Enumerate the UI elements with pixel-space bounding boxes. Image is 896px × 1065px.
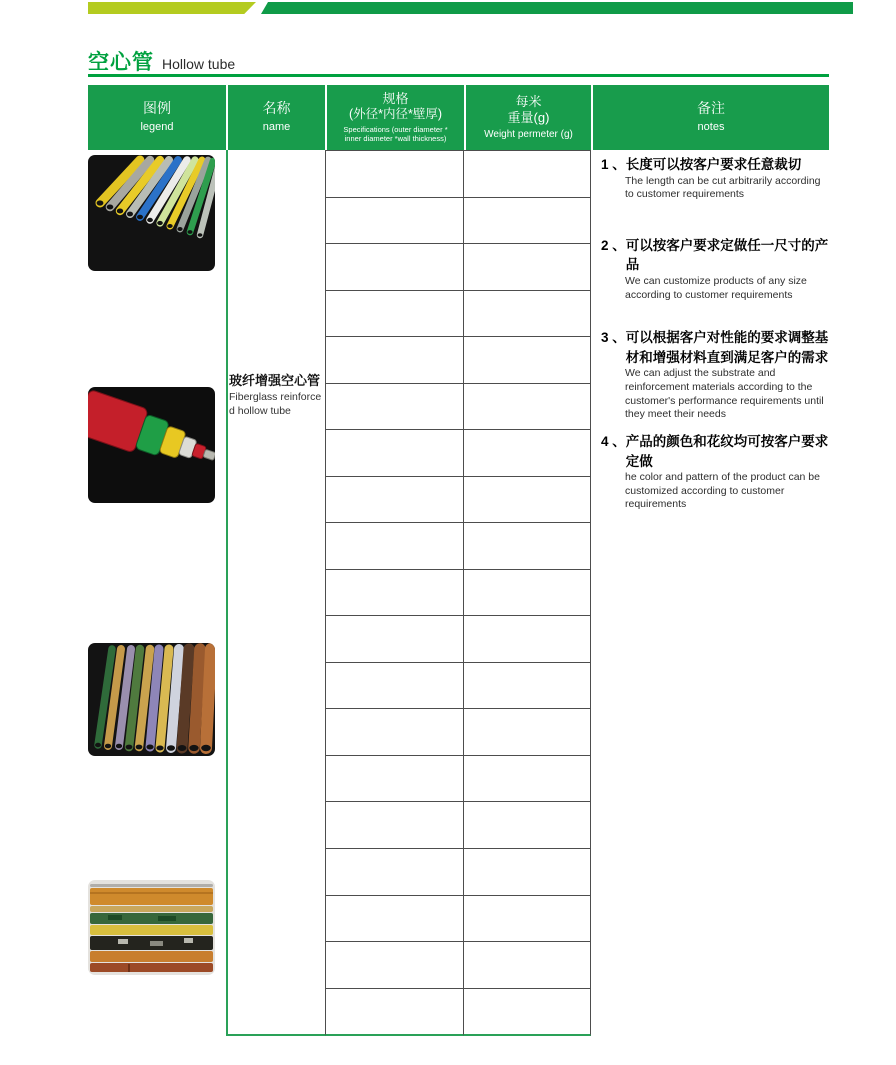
- spec-cell: [326, 570, 463, 617]
- weight-cell: [464, 384, 590, 431]
- note-number: 3 、: [601, 330, 626, 346]
- product-table: [88, 85, 829, 1036]
- note-number: 4 、: [601, 433, 626, 449]
- table-header: [88, 85, 829, 150]
- weight-cell: [464, 756, 590, 803]
- spec-cell: [326, 198, 463, 245]
- legend-image-patterned-tubes: [88, 643, 215, 756]
- note-text-zh: 可以按客户要求定做任一尺寸的产品: [625, 237, 829, 273]
- name-column: [226, 150, 325, 1036]
- weight-column: [464, 150, 591, 1036]
- spec-cell: [326, 430, 463, 477]
- spec-cell: [326, 663, 463, 710]
- legend-image-woodgrain-camo-tubes: [88, 880, 215, 975]
- spec-cell: [326, 709, 463, 756]
- note-text-en: he color and pattern of the product can be customized according to customer requirements: [625, 471, 820, 511]
- note-item: [601, 328, 829, 422]
- spec-cell: [326, 756, 463, 803]
- product-name-zh: 玻纤增强空心管: [229, 373, 321, 388]
- note-text-en: The length can be cut arbitrarily according to customer requirements: [625, 174, 821, 201]
- legend-image-nested-tubes: [88, 387, 215, 503]
- product-name: [229, 370, 325, 418]
- note-number: 1 、: [601, 157, 626, 172]
- weight-cell: [464, 198, 590, 245]
- note-text-en: We can customize products of any size according to customer requirements: [625, 274, 807, 301]
- notes-column: [591, 150, 829, 1036]
- header-name: 名称 name: [226, 85, 325, 150]
- weight-cell: [464, 942, 590, 989]
- weight-cell: [464, 430, 590, 477]
- weight-cell: [464, 291, 590, 338]
- note-item: [601, 236, 829, 302]
- spec-cell: [326, 523, 463, 570]
- spec-cell: [326, 384, 463, 431]
- weight-cell: [464, 337, 590, 384]
- note-item: [601, 155, 829, 202]
- top-bar-light: [88, 2, 256, 14]
- spec-cell: [326, 616, 463, 663]
- page-title-en: Hollow tube: [162, 56, 236, 72]
- note-text-en: We can adjust the substrate and reinforcement materials according to the customer's performance requirements until they meet their needs: [625, 367, 824, 421]
- spec-cell: [326, 989, 463, 1035]
- note-text-zh: 可以根据客户对性能的要求调整基材和增强材料直到满足客户的需求: [625, 330, 829, 365]
- spec-cell: [326, 337, 463, 384]
- weight-cell: [464, 989, 590, 1035]
- weight-cell: [464, 151, 590, 198]
- weight-cell: [464, 244, 590, 291]
- top-bar-dark: [261, 2, 853, 14]
- weight-cell: [464, 570, 590, 617]
- spec-cell: [326, 849, 463, 896]
- spec-cell: [326, 942, 463, 989]
- product-name-en: Fiberglass reinforced hollow tube: [229, 391, 322, 417]
- weight-cell: [464, 709, 590, 756]
- spec-cell: [326, 477, 463, 524]
- note-text-zh: 产品的颜色和花纹均可按客户要求定做: [625, 433, 829, 469]
- header-weight: 每米 重量(g) Weight permeter (g): [464, 85, 591, 150]
- legend-column: [88, 150, 226, 1036]
- weight-cell: [464, 663, 590, 710]
- note-item: [601, 432, 829, 512]
- header-notes: 备注 notes: [591, 85, 829, 150]
- header-spec: 规格 (外径*内径*壁厚) Specifications (outer diameter * inner diameter *wall thickness): [325, 85, 464, 150]
- note-text-zh: 长度可以按客户要求任意裁切: [625, 157, 802, 172]
- page-title-zh: 空心管: [88, 51, 154, 74]
- weight-cell: [464, 477, 590, 524]
- title-underline: [88, 74, 829, 77]
- weight-cell: [464, 802, 590, 849]
- weight-cell: [464, 849, 590, 896]
- weight-cell: [464, 523, 590, 570]
- note-number: 2 、: [601, 237, 626, 253]
- spec-cell: [326, 244, 463, 291]
- spec-cell: [326, 291, 463, 338]
- weight-cell: [464, 896, 590, 943]
- weight-cell: [464, 616, 590, 663]
- page-title: [88, 46, 235, 76]
- spec-cell: [326, 896, 463, 943]
- spec-cell: [326, 802, 463, 849]
- legend-image-assorted-tubes: [88, 155, 215, 271]
- spec-cell: [326, 151, 463, 198]
- table-body: [88, 150, 829, 1036]
- spec-column: [325, 150, 464, 1036]
- header-legend: 图例 legend: [140, 100, 174, 133]
